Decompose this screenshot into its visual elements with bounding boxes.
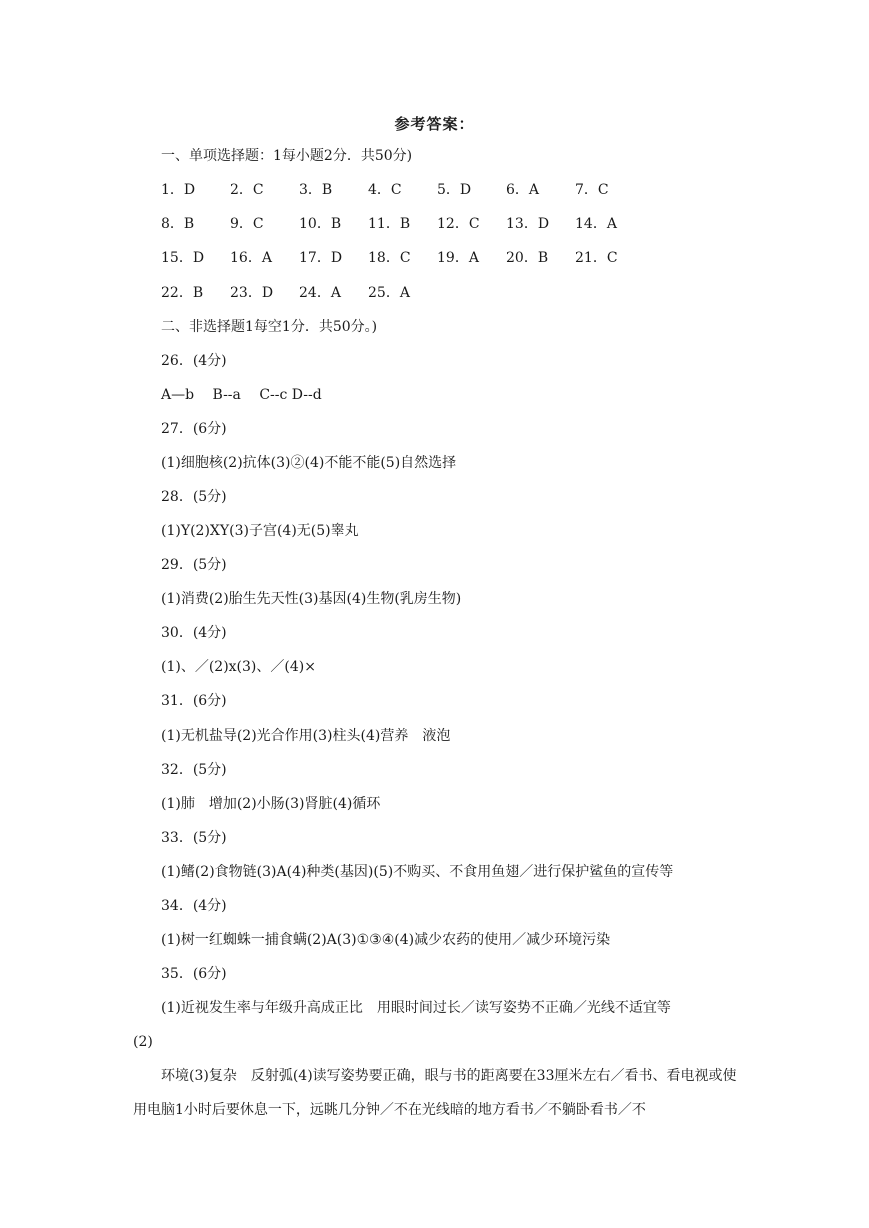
answer-cell: 25．A [368,285,410,301]
answer-cell: 6．A [506,182,540,198]
question-head: 30．(4分) [161,625,227,641]
page-title: 参考答案： [394,115,475,133]
question-head: 26．(4分) [161,353,227,369]
answer-cell: 12．C [437,216,480,232]
question-answer: (1)肺 增加(2)小肠(3)肾脏(4)循环 [161,796,381,812]
question-answer: (1)无机盐导(2)光合作用(3)柱头(4)营养 液泡 [161,728,451,744]
answer-row [161,283,437,303]
question-head: 29．(5分) [161,557,227,573]
question-answer: A—b B--a C--c D--d [161,387,322,403]
question-answer: (1)近视发生率与年级升高成正比 用眼时间过长／读写姿势不正确／光线不适宜等 [161,1000,671,1016]
question-head: 32．(5分) [161,762,227,778]
question-head: 28．(5分) [161,489,227,505]
answer-row [161,214,644,234]
question-head: 33．(5分) [161,830,227,846]
question-35-part-marker: (2) [133,1034,153,1050]
answer-cell: 9．C [230,216,264,232]
question-head: 31．(6分) [161,693,227,709]
answer-cell: 19．A [437,250,479,266]
answer-cell: 18．C [368,250,411,266]
question-answer: (1)、／(2)x(3)、／(4)× [161,659,316,675]
answer-cell: 16．A [230,250,272,266]
answer-cell: 8．B [161,216,195,232]
question-head: 34．(4分) [161,898,227,914]
answer-cell: 22．B [161,285,204,301]
answer-cell: 21．C [575,250,618,266]
answer-cell: 24．A [299,285,341,301]
question-35-paragraph: 环境(3)复杂 反射弧(4)读写姿势要正确，眼与书的距离要在33厘米左右／看书、看电视或使用电脑1小时后要休息一下，远眺几分钟／不在光线暗的地方看书／不躺卧看书／不 [133,1068,737,1118]
answer-cell: 20．B [506,250,549,266]
answer-cell: 4．C [368,182,402,198]
answer-cell: 23．D [230,285,274,301]
answer-cell: 15．D [161,250,205,266]
answer-cell: 17．D [299,250,343,266]
answer-cell: 10．B [299,216,342,232]
answer-row [161,248,644,268]
question-answer: (1)消费(2)胎生先天性(3)基因(4)生物(乳房生物) [161,591,462,607]
question-answer: (1)鳍(2)食物链(3)A(4)种类(基因)(5)不购买、不食用鱼翅／进行保护鲨鱼的宣传等 [161,864,674,880]
answer-cell: 2．C [230,182,264,198]
answer-cell: 1．D [161,182,196,198]
section2-heading: 二、非选择题1每空1分．共50分。) [161,319,378,335]
question-answer: (1)细胞核(2)抗体(3)②(4)不能不能(5)自然选择 [161,455,457,471]
question-head: 27．(6分) [161,421,227,437]
question-answer: (1)树一红蜘蛛一捕食螨(2)A(3)①③④(4)减少农药的使用／减少环境污染 [161,932,611,948]
answer-cell: 13．D [506,216,550,232]
answer-cell: 3．B [299,182,333,198]
question-head: 35．(6分) [161,966,227,982]
answer-row [161,180,644,200]
answer-cell: 5．D [437,182,472,198]
answer-cell: 11．B [368,216,411,232]
section1-heading: 一、单项选择题：1每小题2分．共50分) [161,148,413,164]
question-answer: (1)Y(2)XY(3)子宫(4)无(5)睾丸 [161,523,359,539]
answer-cell: 14．A [575,216,617,232]
answer-cell: 7．C [575,182,609,198]
